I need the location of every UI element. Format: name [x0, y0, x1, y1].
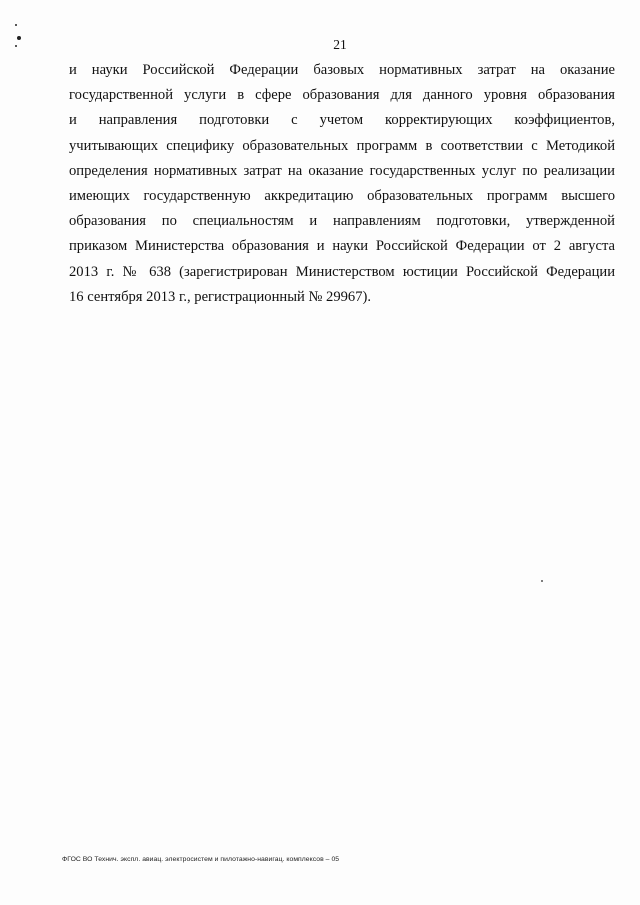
- text-line: и направления подготовки с учетом корректирующих коэффициентов,: [69, 112, 615, 129]
- scan-speck: [541, 580, 543, 582]
- text-line: учитывающих специфику образовательных программ в соответствии с Методикой: [69, 137, 615, 154]
- text-line: государственной услуги в сфере образования для данного уровня образования: [69, 87, 615, 104]
- text-line: приказом Министерства образования и науки Российской Федерации от 2 августа: [69, 238, 615, 255]
- body-paragraph: [69, 58, 615, 310]
- page-footer: ФГОС ВО Технич. экспл. авиац. электросистем и пилотажно-навигац. комплексов – 05: [62, 856, 340, 863]
- text-line: имеющих государственную аккредитацию образовательных программ высшего: [69, 188, 615, 205]
- scan-speck: [15, 24, 17, 26]
- text-line: образования по специальностям и направлениям подготовки, утвержденной: [69, 213, 615, 230]
- text-line: определения нормативных затрат на оказание государственных услуг по реализации: [69, 162, 615, 179]
- text-line: и науки Российской Федерации базовых нормативных затрат на оказание: [69, 62, 615, 78]
- text-line: 16 сентября 2013 г., регистрационный № 29967).: [69, 288, 372, 305]
- page-number: 21: [333, 37, 347, 52]
- text-line: 2013 г. № 638 (зарегистрирован Министерством юстиции Российской Федерации: [69, 263, 615, 280]
